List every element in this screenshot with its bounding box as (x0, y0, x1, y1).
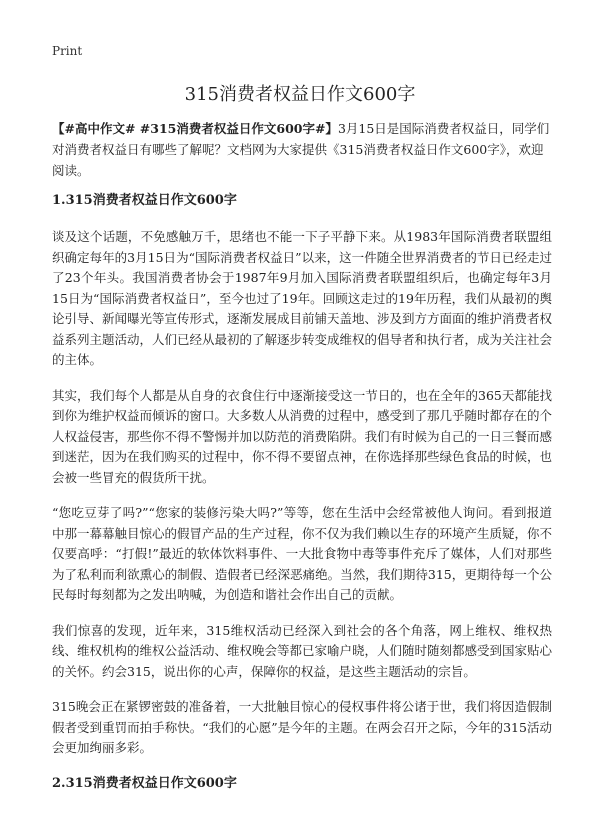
paragraph-4: 我们惊喜的发现，近年来，315维权活动已经深入到社会的各个角落，网上维权、维权热线、维权机构的维权公益活动、维权晚会等都已家喻户晓，人们随时随刻都感受到国家贴心的关怀。约会315，说出你的心声，保障你的权益，是这些主题活动的宗旨。 (52, 622, 553, 679)
paragraph-2: 其实，我们每个人都是从自身的衣食住行中逐渐接受这一节日的，也在全年的365天都能找到你为维护权益而倾诉的窗口。大多数人从消费的过程中，感受到了那几乎随时都存在的个人权益侵害，那些你不得不警惕并加以防范的消费陷阱。我们有时候为自己的一日三餐而感到迷茫，因为在我们购买的过程中，你不得不要留点神，在你选择那些绿色食品的时候，也会被一些冒充的假货所干扰。 (52, 387, 553, 485)
article-body (52, 118, 552, 810)
page-title: 315消费者权益日作文600字 (184, 84, 416, 105)
paragraph-1: 谈及这个话题，不免感触万千，思绪也不能一下子平静下来。从1983年国际消费者联盟组织确定每年的3月15日为“国际消费者权益日”以来，这一件随全世界消费者的节日已经走过了23个年头。我国消费者协会于1987年9月加入国际消费者联盟组织后，也确定每年3月15日为“国际消费者权益日”，至今也过了19年。回顾这走过的19年历程，我们从最初的舆论引导、新闻曝光等宣传形式，逐渐发展成目前铺天盖地、涉及到方方面面的维护消费者权益系列主题活动，人们已经从最初的了解逐步转变成维权的倡导者和执行者，成为关注社会的主体。 (52, 229, 553, 367)
section-heading-2: 2.315消费者权益日作文600字 (52, 775, 237, 791)
intro-text: 3月15日是国际消费者权益日，同学们对消费者权益日有哪些了解呢？文档网为大家提供《315消费者权益日作文600字》，欢迎阅读。 (52, 121, 550, 178)
print-label: Print (52, 44, 83, 58)
intro-paragraph (52, 118, 552, 181)
paragraph-3: “您吃豆芽了吗?”“您家的装修污染大吗?”等等，您在生活中会经常被他人询问。看到报道中那一幕幕触目惊心的假冒产品的生产过程，你不仅为我们赖以生存的环境产生质疑，你不仅要高呼：“打假!”最近的软体饮料事件、一大批食物中毒等事件充斥了媒体，人们对那些为了私利而利欲熏心的制假、造假者已经深恶痛绝。当然，我们期待315，更期待每一个公民每时每刻都为之发出呐喊，为创造和谐社会作出自己的贡献。 (52, 505, 553, 602)
intro-tag: 【#高中作文# #315消费者权益日作文600字#】 (52, 121, 338, 136)
section-heading-1: 1.315消费者权益日作文600字 (52, 193, 237, 208)
paragraph-5: 315晚会正在紧锣密鼓的准备着，一大批触目惊心的侵权事件将公诸于世，我们将因造假制假者受到重罚而拍手称快。“我们的心愿”是今年的主题。在两会召开之际，今年的315活动会更加绚丽多彩。 (52, 699, 552, 755)
